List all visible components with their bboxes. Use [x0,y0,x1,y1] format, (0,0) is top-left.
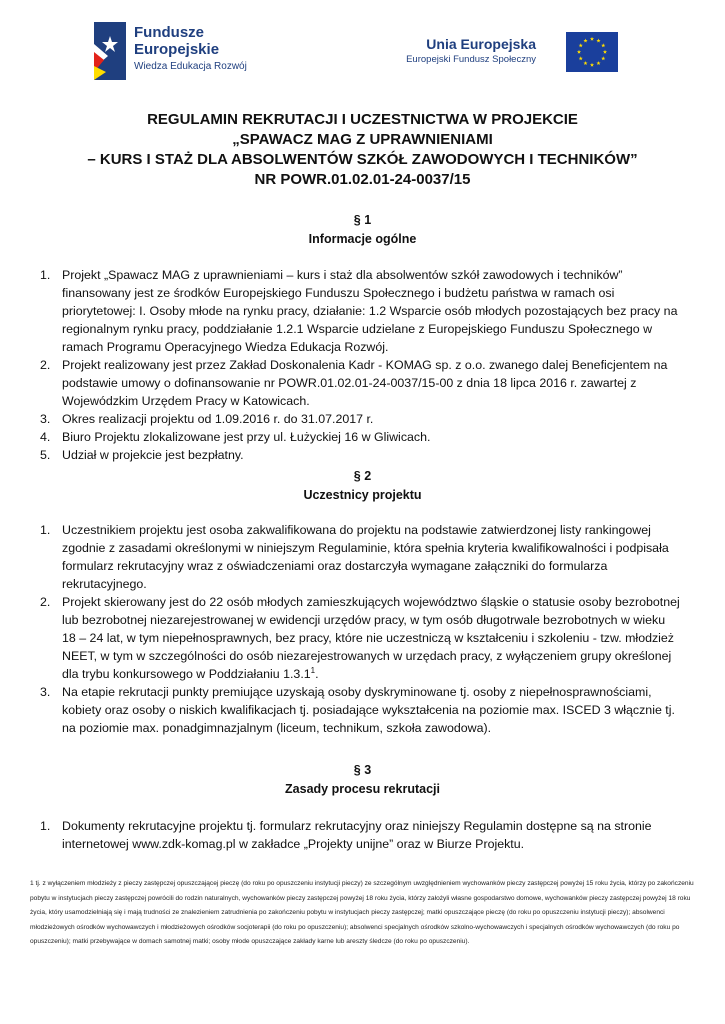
fundusze-europejskie-logo [94,22,264,82]
item-text-end: . [315,667,319,681]
section-1-heading: Informacje ogólne [308,232,417,246]
item-text: Projekt „Spawacz MAG z uprawnieniami – kurs i staż dla absolwentów szkół zawodowych i techników” finansowany jest ze środków Europejskiego Funduszu Społecznego i budżetu państwa w ramach osi priorytetowej: I. Osoby młode na rynku pracy, działanie: 1.2 Wsparcie osób młodych pozostających bez pracy na regionalnym rynku pracy, poddziałanie 1.2.1 Wsparcie udzielane z Europejskiego Funduszu Społecznego w ramach Programu Operacyjnego Wiedza Edukacja Rozwój. [62,268,678,354]
item-number: 1. [40,268,51,282]
ue-logo-line1: Unia Europejska [426,36,536,52]
list-item [40,683,680,737]
item-text: Dokumenty rekrutacyjne projektu tj. formularz rekrutacyjny oraz niniejszy Regulamin dostępne są na stronie internetowej www.zdk-komag.pl w zakładce „Projekty unijne” oraz w Biurze Projektu. [62,819,652,851]
ue-logo-line2: Europejski Fundusz Społeczny [406,54,536,65]
item-text: Na etapie rekrutacji punkty premiujące uzyskają osoby dyskryminowane tj. osoby z niepełnosprawnościami, kobiety oraz osoby o niskich kwalifikacjach tj. posiadające wykształcenia na poziomie max. ISCED 3 włącznie tj. na poziomie max. ponadgimnazjalnym (liceum, technikum, szkoła zawodowa). [62,685,675,735]
item-number: 3. [40,412,51,426]
item-text: Uczestnikiem projektu jest osoba zakwalifikowana do projektu na podstawie zatwierdzonej listy rankingowej zgodnie z zasadami określonymi w niniejszym Regulaminie, która spełnia kryteria kwalifikowalności i podpisała formularz rekrutacyjny wraz z oświadczeniami oraz dostarczyła wymagane załączniki do formularza rekrutacyjnego. [62,523,669,591]
list-item [40,817,680,853]
list-item [40,428,680,446]
item-number: 1. [40,523,51,537]
item-text: Projekt skierowany jest do 22 osób młodych zamieszkujących województwo śląskie o statusie osoby bezrobotnej lub bezrobotnej niezarejestrowanej w ewidencji urzędów pracy, w tym osób długotrwale bezrobotnych w wieku 18 – 24 lat, w tym niepełnosprawnych, bez pracy, które nie uczestniczą w kształceniu i szkoleniu - tzw. młodzież NEET, w tym w szczególności do osób niezarejestrowanych w urzędach pracy, z wyłączeniem grupy określonej dla trybu konkursowego w Poddziałaniu 1.3.1 [62,595,680,681]
fe-logo-line3: Wiedza Edukacja Rozwój [134,61,247,72]
item-number: 2. [40,595,51,609]
eu-flag-icon [566,32,618,72]
item-text: Projekt realizowany jest przez Zakład Doskonalenia Kadr - KOMAG sp. z o.o. zwanego dalej Beneficjentem na podstawie umowy o dofinansowanie nr POWR.01.02.01-24-0037/15-00 z dnia 18 lipca 2016 r. zawartej z Wojewódzkim Urzędem Pracy w Katowicach. [62,358,668,408]
item-number: 5. [40,448,51,462]
title-line-3: – KURS I STAŻ DLA ABSOLWENTÓW SZKÓŁ ZAWODOWYCH I TECHNIKÓW” [87,151,638,168]
page-header [0,0,725,90]
section-3-heading: Zasady procesu rekrutacji [285,782,440,796]
fe-star-mark-icon [94,22,126,80]
list-item [40,266,680,356]
section-3-number: § 3 [353,763,372,777]
section-1-list [40,266,680,464]
fe-logo-line2: Europejskie [134,41,220,58]
section-2-list [40,521,680,737]
list-item [40,446,680,464]
item-text: Biuro Projektu zlokalizowane jest przy ul. Łużyckiej 16 w Gliwicach. [62,430,431,444]
list-item [40,356,680,410]
footnote-ref[interactable]: 1 [310,665,316,675]
title-line-4: NR POWR.01.02.01-24-0037/15 [254,171,471,188]
item-text: Udział w projekcie jest bezpłatny. [62,448,244,462]
unia-europejska-logo [398,30,618,76]
document-title [60,110,665,190]
item-text: Okres realizacji projektu od 1.09.2016 r. do 31.07.2017 r. [62,412,374,426]
title-line-1: REGULAMIN REKRUTACJI I UCZESTNICTWA W PROJEKCIE [147,111,578,128]
item-number: 1. [40,819,51,833]
item-number: 3. [40,685,51,699]
item-number: 4. [40,430,51,444]
section-1-number: § 1 [353,213,372,227]
section-3-list [40,817,680,853]
section-2-heading: Uczestnicy projektu [303,488,422,502]
title-line-2: „SPAWACZ MAG Z UPRAWNIENIAMI [232,131,493,148]
section-2-number: § 2 [353,469,372,483]
list-item [40,410,680,428]
list-item [40,521,680,593]
fe-logo-line1: Fundusze [134,24,204,41]
item-number: 2. [40,358,51,372]
footnote: 1 tj. z wyłączeniem młodzieży z pieczy zastępczej opuszczającej pieczę (do roku po opuszczeniu instytucji pieczy) ze szczególnym uwzględnieniem wychowanków pieczy zastępczej powyżej 15 roku życia, którzy po zakończeniu pobytu w instytucjach pieczy zastępczej powrócili do rodzin naturalnych, wychowanków pieczy zastępczej powyżej 18 roku życia, którzy założyli własne gospodarstwo domowe, wychowanków pieczy zastępczej powyżej 18 roku życia, który usamodzielniają się i mają trudności ze znalezieniem zatrudnienia po zakończeniu pobytu w instytucjach pieczy zastępczej; matki opuszczające pieczę (do roku po opuszczeniu instytucji pieczy); absolwenci młodzieżowych ośrodków wychowawczych i młodzieżowych ośrodków socjoterapii (do roku po opuszczeniu); absolwenci specjalnych ośrodków szkolno-wychowawczych i specjalnych ośrodków wychowawczych (do roku po opuszczeniu); matki przebywające w domach samotnej matki; osoby młode opuszczające zakłady karne lub areszty śledcze (do roku po opuszczeniu). [30,880,694,945]
list-item [40,593,680,683]
